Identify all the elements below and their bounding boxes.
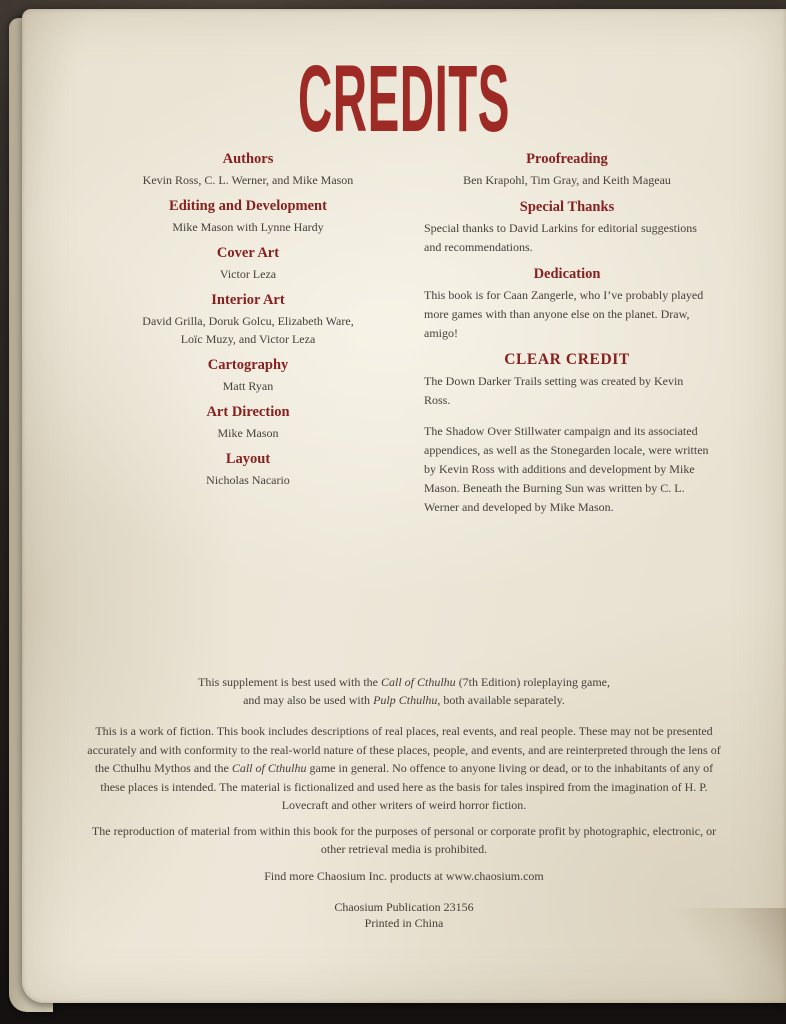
credit-section-clear-credit xyxy=(424,351,710,517)
clear-credit-text: The Down Darker Trails setting was created by Kevin Ross. xyxy=(424,374,684,407)
special-thanks-text: Special thanks to David Larkins for editorial suggestions and recommendations. xyxy=(424,221,697,254)
clear-credit-text-2: The Shadow Over Stillwater campaign and its associated appendices, as well as the Stonegarden locale, were written by Kevin Ross with additions and development by Mike Mason. Beneath the Burning Sun was written by C. L. Werner and developed by Mike Mason. xyxy=(424,424,709,514)
credit-section-cover-art xyxy=(98,244,398,283)
fiction-disclaimer: This is a work of fiction. This book includes descriptions of real places, real events, and real people. These may not be presented accurately and with conformity to the real-world nature of these places, people, and events, and are reinterpreted through the lens of the Cthulhu Mythos and the Call of Cthulhu game in general. No offence to anyone living or dead, or to the inhabitants of any of these places is intended. The material is fictionalized and used here as the basis for tales inspired from the imagination of H. P. Lovecraft and other writers of weird horror fiction. xyxy=(87,724,721,812)
credit-section-editing xyxy=(98,197,398,236)
credit-section-special-thanks xyxy=(424,198,710,257)
credit-names: Mike Mason with Lynne Hardy xyxy=(172,220,324,234)
find-more-line: Find more Chaosium Inc. products at www.chaosium.com xyxy=(264,868,544,883)
credit-heading: Cover Art xyxy=(216,245,280,261)
credit-heading: Authors xyxy=(222,151,274,167)
credit-heading: Layout xyxy=(225,451,271,467)
credit-section-layout xyxy=(98,450,398,489)
legal-footer xyxy=(22,673,786,931)
usage-note xyxy=(22,673,786,709)
page-title xyxy=(22,46,786,152)
credit-heading: CLEAR CREDIT xyxy=(504,351,630,368)
credit-names: Ben Krapohl, Tim Gray, and Keith Mageau xyxy=(463,173,671,187)
credit-heading: Special Thanks xyxy=(519,199,615,215)
credit-names: Victor Leza xyxy=(219,267,277,281)
credit-names: Kevin Ross, C. L. Werner, and Mike Mason xyxy=(142,173,354,187)
credit-names: Loïc Muzy, and Victor Leza xyxy=(180,332,316,346)
credits-right-column xyxy=(424,150,710,525)
usage-note-line2: and may also be used with Pulp Cthulhu, both available separately. xyxy=(243,693,565,707)
game-title-italic: Call of Cthulhu xyxy=(381,675,456,689)
credits-left-column xyxy=(98,150,398,525)
credit-section-cartography xyxy=(98,356,398,395)
credit-names: Mike Mason xyxy=(217,426,279,440)
credit-names: Matt Ryan xyxy=(222,379,274,393)
printed-in-line: Printed in China xyxy=(364,915,444,930)
credit-heading: Art Direction xyxy=(206,404,290,420)
publication-number: Chaosium Publication 23156 xyxy=(334,899,474,914)
credit-heading: Interior Art xyxy=(211,292,285,308)
credit-section-authors xyxy=(98,150,398,189)
credits-columns xyxy=(22,150,786,525)
credit-heading: Dedication xyxy=(533,266,601,282)
game-title-italic: Pulp Cthulhu xyxy=(373,693,438,707)
credit-names: David Grilla, Doruk Golcu, Elizabeth Ware, xyxy=(142,314,354,328)
credit-names: Nicholas Nacario xyxy=(206,473,290,487)
credit-heading: Editing and Development xyxy=(169,198,327,214)
credits-page xyxy=(22,9,786,1003)
credit-section-dedication xyxy=(424,265,710,343)
usage-note-line1: This supplement is best used with the Call of Cthulhu (7th Edition) roleplaying game, xyxy=(198,675,610,689)
game-title-italic: Call of Cthulhu xyxy=(231,761,307,775)
credit-section-interior-art xyxy=(98,291,398,348)
credit-heading: Cartography xyxy=(207,357,289,373)
credit-section-art-direction xyxy=(98,403,398,442)
credit-section-proofreading xyxy=(424,150,710,190)
page-title-text: CREDITS xyxy=(297,46,510,152)
reproduction-notice: The reproduction of material from within this book for the purposes of personal or corporate profit by photographic, electronic, or other retrieval media is prohibited. xyxy=(91,823,717,856)
dedication-text: This book is for Caan Zangerle, who I’ve probably played more games with than anyone else on the planet. Draw, amigo! xyxy=(424,288,704,340)
credit-heading: Proofreading xyxy=(526,151,608,167)
